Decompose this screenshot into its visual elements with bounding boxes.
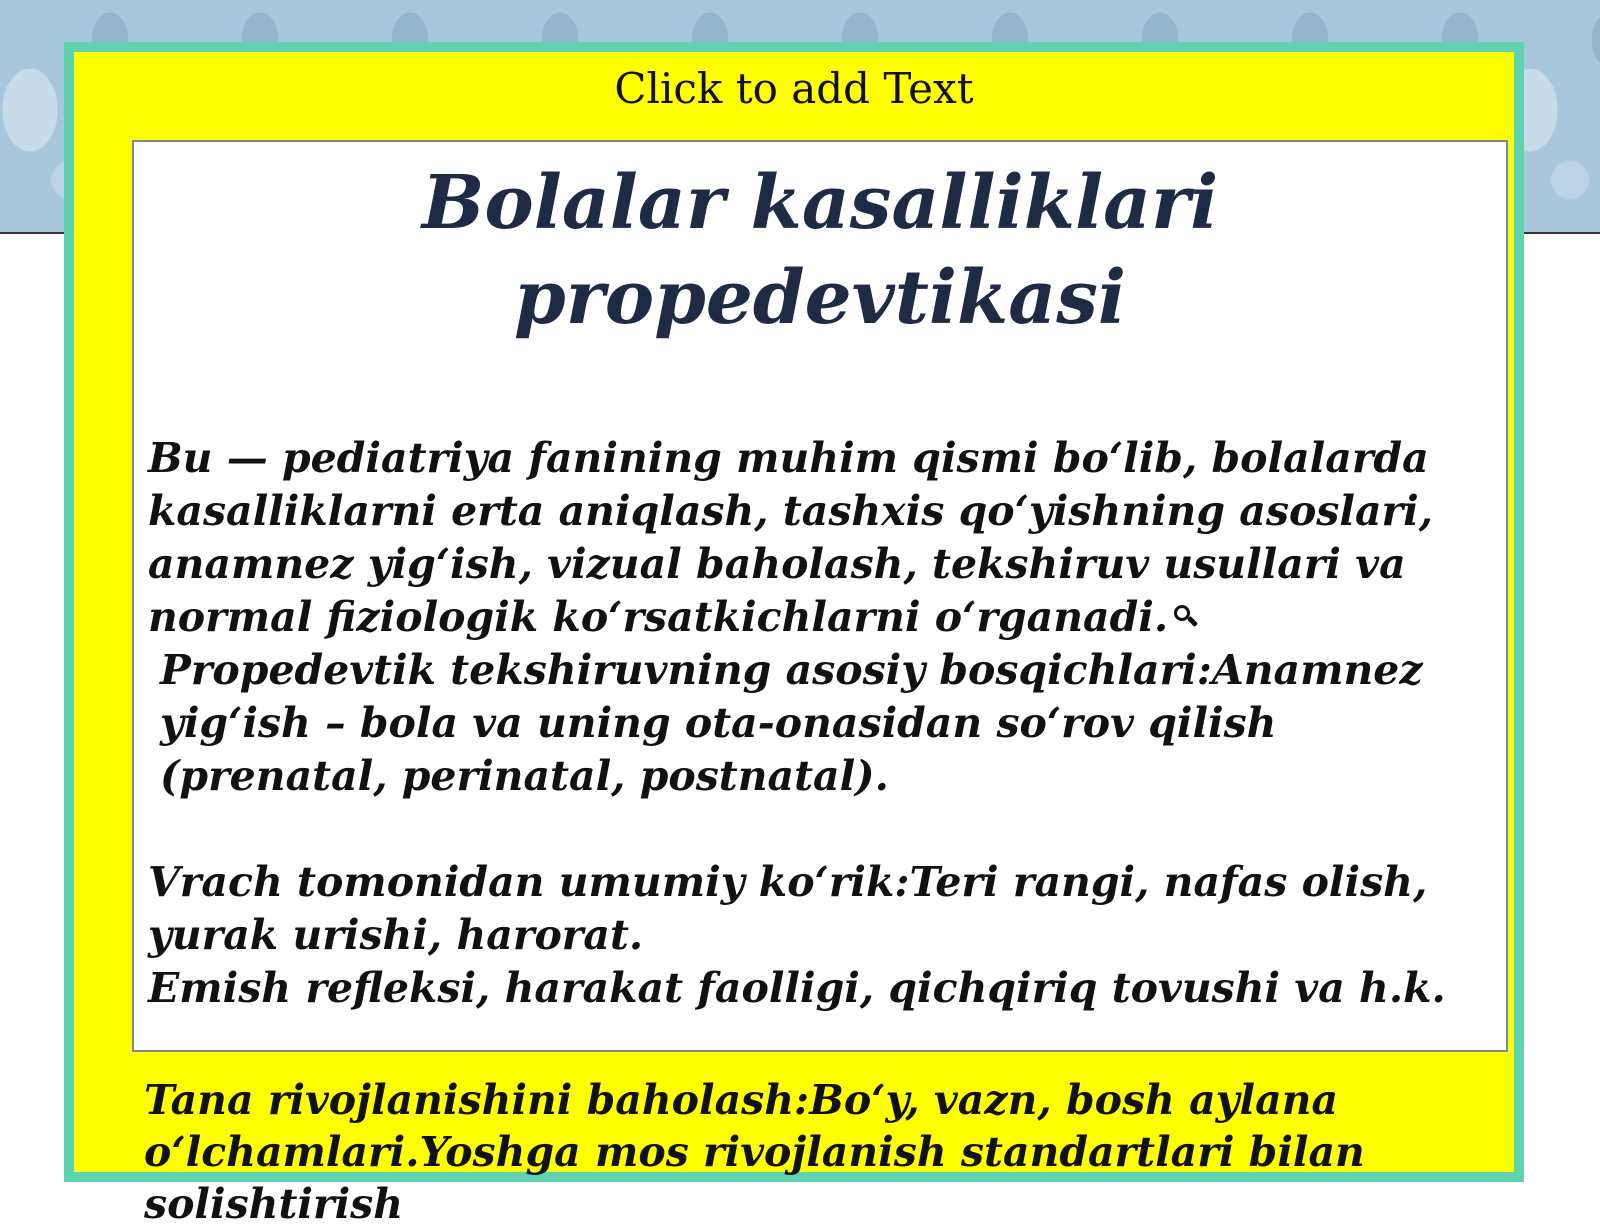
text-placeholder[interactable]: Click to add Text: [614, 64, 974, 113]
body-text[interactable]: [148, 432, 1492, 1015]
content-card: [132, 140, 1508, 1052]
body-paragraph-3: Vrach tomonidan umumiy ko‘rik:Teri rangi, nafas olish, yurak urishi, harorat.: [148, 858, 1428, 959]
body-paragraph-4: Emish refleksi, harakat faolligi, qichqiriq tovushi va h.k.: [148, 964, 1446, 1012]
slide-frame: [64, 42, 1524, 1228]
body-paragraph-2: Propedevtik tekshiruvning asosiy bosqichlari:Anamnez yig‘ish – bola va uning ota-onasidan so‘rov qilish (prenatal, perinatal, postnatal).: [160, 646, 1423, 800]
slide-title[interactable]: [134, 156, 1506, 346]
magnifying-glass-icon: [1174, 603, 1198, 633]
body-paragraph-1-text: Bu — pediatriya fanining muhim qismi bo‘lib, bolalarda kasalliklarni erta aniqlash, tashxis qo‘yishning asoslari, anamnez yig‘ish, vizual baholash, tekshiruv usullari va normal fiziologik ko‘rsatkichlarni o‘rganadi.: [148, 434, 1433, 641]
title-line-1: Bolalar kasalliklari: [421, 160, 1219, 246]
body-paragraph-1: [148, 432, 1492, 644]
bottom-text[interactable]: Tana rivojlanishini baholash:Bo‘y, vazn, bosh aylana o‘lchamlari.Yoshga mos rivojlanish standartlari bilan solishtirish: [144, 1076, 1365, 1228]
title-line-2: propedevtikasi: [513, 255, 1127, 341]
